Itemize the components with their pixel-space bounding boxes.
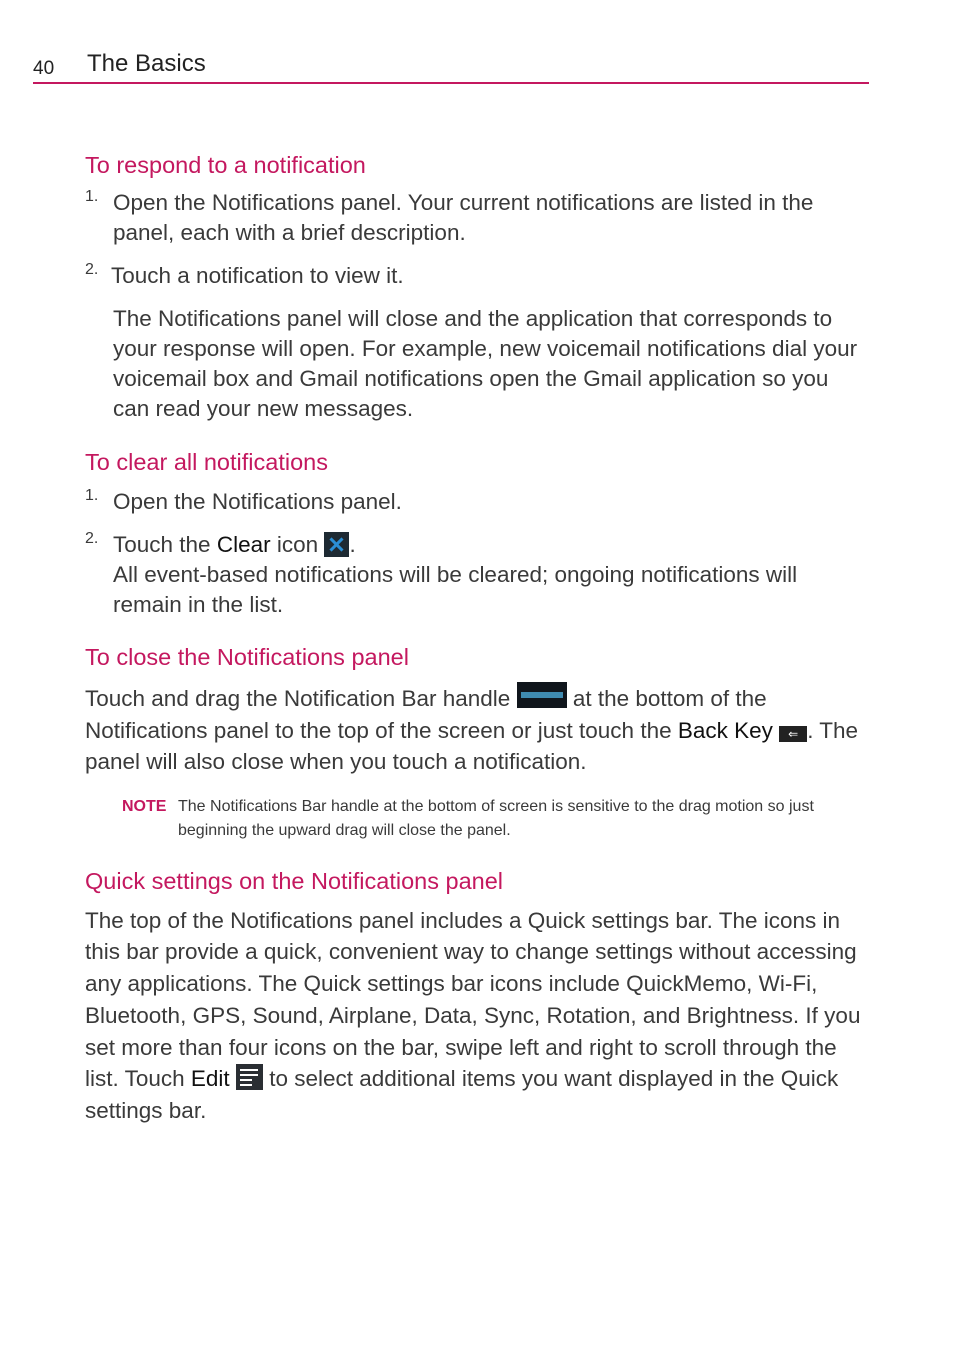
note-label: NOTE [122,797,167,815]
close-heading: To close the Notifications panel [85,644,409,670]
page-header [33,50,869,84]
clear-heading: To clear all notifications [85,449,328,475]
respond-detail [85,304,869,424]
clear-step-1 [85,487,869,517]
note [85,795,869,843]
notification-bar-handle-icon [517,682,567,708]
page-number: 40 [33,58,55,79]
page-content [85,148,869,1127]
step-number: 1. [85,487,99,504]
detail-text: All event-based notifications will be cleared; ongoing notifications will remain in the list. [113,562,798,617]
respond-heading: To respond to a notification [85,152,366,178]
clear-step-2 [85,530,869,620]
step-text: Touch the Clear icon . [113,532,356,557]
back-key-icon: ⇐ [779,726,807,742]
quick-paragraph: The top of the Notifications panel includes a Quick settings bar. The icons in this bar provide a quick, convenient way to change settings without accessing any applications. The Quick settings bar icons include QuickMemo, Wi-Fi, Bluetooth, GPS, Sound, Airplane, Data, Sync, Rotation, and Brightness. If you set more than four icons on the bar, swipe left and right to scroll through the list. Touch Edit to select additional items you want displayed in the Quick settings bar. [85,907,861,1124]
step-number: 2. [85,530,99,547]
quick-heading: Quick settings on the Notifications panel [85,867,504,894]
step-number: 2. [85,261,99,278]
clear-key-label: Clear [216,532,271,557]
clear-icon [324,532,349,557]
respond-step-2 [85,261,869,291]
back-key-label: Back Key [677,717,773,743]
edit-label: Edit [190,1066,230,1092]
step-text: Open the Notifications panel. Your current notifications are listed in the panel, each with a brief description. [113,190,814,245]
detail-text: The Notifications panel will close and the application that corresponds to your response will open. For example, new voicemail notifications dial your voicemail box and Gmail notifications open the Gmail application so you can read your new messages. [113,306,858,421]
step-text: Touch a notification to view it. [111,263,404,288]
respond-step-1 [85,188,869,248]
close-paragraph: Touch and drag the Notification Bar handle at the bottom of the Notifications panel to the top of the screen or just touch the Back Key ⇐ . The panel will also close when you touch a notification. [85,682,869,778]
step-text: Open the Notifications panel. [113,489,402,514]
edit-icon [236,1064,263,1090]
step-number: 1. [85,188,99,205]
section-title: The Basics [87,50,206,77]
note-text: The Notifications Bar handle at the bottom of screen is sensitive to the drag motion so just beginning the upward drag will close the panel. [178,797,814,839]
